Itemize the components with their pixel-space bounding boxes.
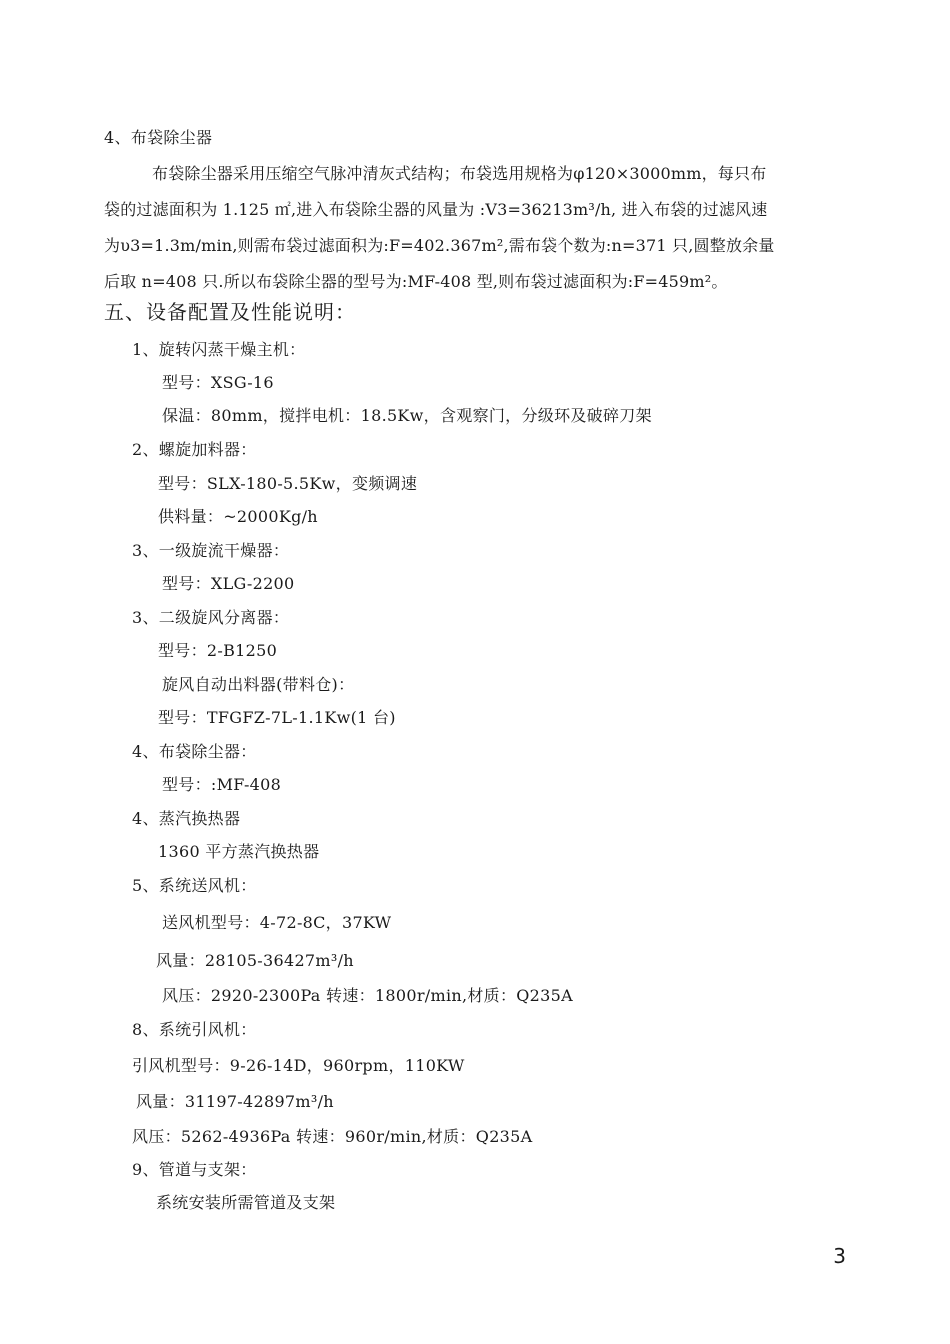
spec-line: 保温：80mm，搅拌电机：18.5Kw，含观察门，分级环及破碎刀架	[162, 406, 652, 425]
spec-line: 1360 平方蒸汽换热器	[158, 842, 320, 861]
spec-line: 4、布袋除尘器：	[132, 742, 257, 761]
spec-line: 型号：:MF-408	[162, 775, 282, 794]
spec-line: 9、管道与支架：	[132, 1160, 257, 1179]
paragraph-line: 后取 n=408 只.所以布袋除尘器的型号为:MF-408 型,则布袋过滤面积为:F=459m²。	[104, 272, 728, 291]
spec-line: 风压：5262-4936Pa 转速：960r/min,材质：Q235A	[132, 1127, 533, 1146]
spec-line: 送风机型号：4-72-8C，37KW	[162, 913, 392, 932]
spec-line: 系统安装所需管道及支架	[156, 1193, 336, 1212]
spec-line: 2、螺旋加料器：	[132, 440, 257, 459]
section-5-heading: 五、设备配置及性能说明：	[104, 300, 356, 324]
spec-line: 风压：2920-2300Pa 转速：1800r/min,材质：Q235A	[162, 986, 573, 1005]
spec-line: 型号：XLG-2200	[162, 574, 295, 593]
spec-line: 风量：31197-42897m³/h	[136, 1092, 334, 1111]
spec-line: 3、一级旋流干燥器：	[132, 541, 290, 560]
spec-line: 型号：SLX-180-5.5Kw，变频调速	[158, 474, 418, 493]
page-number: 3	[833, 1244, 846, 1268]
spec-line: 型号：2-B1250	[158, 641, 278, 660]
spec-line: 3、二级旋风分离器：	[132, 608, 290, 627]
spec-line: 8、系统引风机：	[132, 1020, 257, 1039]
spec-line: 5、系统送风机：	[132, 876, 257, 895]
paragraph-line: 为υ3=1.3m/min,则需布袋过滤面积为:F=402.367m²,需布袋个数为:n=371 只,圆整放余量	[104, 236, 775, 255]
spec-line: 4、蒸汽换热器	[132, 809, 241, 828]
spec-line: 旋风自动出料器(带料仓)：	[162, 675, 355, 694]
spec-line: 引风机型号：9-26-14D，960rpm，110KW	[132, 1056, 465, 1075]
spec-line: 风量：28105-36427m³/h	[156, 951, 354, 970]
paragraph-line: 袋的过滤面积为 1.125 ㎡,进入布袋除尘器的风量为 :V3=36213m³/h, 进入布袋的过滤风速	[104, 200, 768, 219]
spec-line: 型号：TFGFZ-7L-1.1Kw(1 台)	[158, 708, 396, 727]
paragraph-line: 布袋除尘器采用压缩空气脉冲清灰式结构；布袋选用规格为φ120×3000mm，每只布	[152, 164, 767, 183]
section-4-heading: 4、布袋除尘器	[104, 128, 213, 147]
spec-line: 供料量：~2000Kg/h	[158, 507, 318, 526]
spec-line: 型号：XSG-16	[162, 373, 274, 392]
spec-line: 1、旋转闪蒸干燥主机：	[132, 340, 306, 359]
